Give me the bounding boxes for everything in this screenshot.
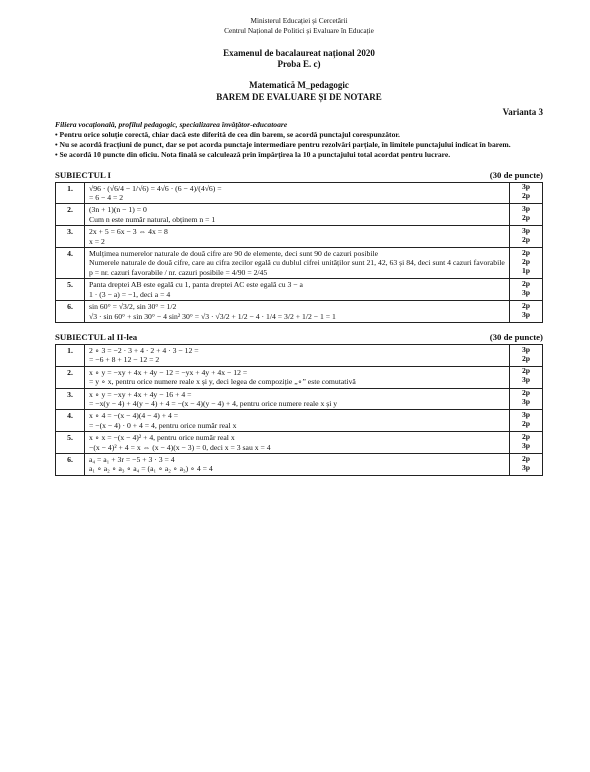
points-value: 2p <box>521 256 531 266</box>
section-title: SUBIECTUL al II-lea <box>55 331 138 342</box>
points-cell <box>510 410 543 432</box>
exam-title: Examenul de bacalaureat național 2020 <box>223 48 375 58</box>
solution-cell <box>85 453 510 475</box>
solution-line: x = 2 <box>89 236 105 246</box>
solution-line: −(x − 4)² + 4 = x ⇔ (x − 4)(x − 3) = 0, deci x = 3 sau x = 4 <box>89 442 271 452</box>
points-cell <box>510 344 543 366</box>
subject-title: Matematică M_pedagogic <box>249 80 349 91</box>
solution-line: p = nr. cazuri favorabile / nr. cazuri posibile = 4/90 = 2/45 <box>89 267 268 277</box>
solution-line: = −(x − 4) · 0 + 4 = 4, pentru orice număr real x <box>89 420 237 430</box>
solution-line: √3 · sin 60° + sin 30° − 4 sin² 30° = √3 · √3/2 + 1/2 − 4 · 1/4 = 3/2 + 1/2 − 1 = 1 <box>89 311 336 321</box>
solution-line: x ∘ 4 = −(x − 4)(4 − 4) + 4 = <box>89 411 179 421</box>
solution-cell <box>85 388 510 410</box>
table-row <box>56 248 543 279</box>
solution-line: Cum n este număr natural, obținem n = 1 <box>89 214 216 224</box>
solution-line: a₁ ∘ a₂ ∘ a₃ ∘ a₄ = (a₁ ∘ a₂ ∘ a₃) ∘ 4 = 4 <box>89 464 213 474</box>
proba-title: Proba E. c) <box>277 59 321 70</box>
points-value: 2p <box>521 213 531 223</box>
solution-line: x ∘ x = −(x − 4)² + 4, pentru orice număr real x <box>89 433 235 443</box>
points-value: 3p <box>521 309 531 319</box>
instructions <box>55 120 543 161</box>
filiera-line: Filiera vocațională, profilul pedagogic, specializarea învățător-educatoare <box>55 119 288 129</box>
solution-line: 2x + 5 = 6x − 3 ⇔ 4x = 8 <box>89 227 168 237</box>
points-value: 3p <box>521 375 531 385</box>
solution-line: (3n + 1)(n − 1) = 0 <box>89 205 147 215</box>
table-row <box>56 410 543 432</box>
item-number: 2. <box>56 204 85 226</box>
barem-title: BAREM DE EVALUARE ȘI DE NOTARE <box>216 91 382 102</box>
solution-line: x ∘ y = −xy + 4x + 4y − 16 + 4 = <box>89 389 192 399</box>
solution-line: Mulțimea numerelor naturale de două cifre are 90 de elemente, deci sunt 90 de cazuri posibile <box>89 249 379 259</box>
points-value: 2p <box>521 300 531 310</box>
table-row <box>56 301 543 323</box>
section-header-1 <box>55 170 543 180</box>
solution-line: x ∘ y = −xy + 4x + 4y − 12 = −yx + 4y + 4x − 12 = <box>89 367 248 377</box>
solution-line: = y ∘ x, pentru orice numere reale x și y, deci legea de compoziție „∘” este comutativă <box>89 377 356 387</box>
grading-table-1 <box>55 182 543 323</box>
points-value: 3p <box>521 182 531 192</box>
points-cell <box>510 453 543 475</box>
item-number: 1. <box>56 344 85 366</box>
institution-header <box>55 16 543 36</box>
points-value: 2p <box>521 234 531 244</box>
points-value: 3p <box>521 409 531 419</box>
solution-cell <box>85 344 510 366</box>
item-number: 6. <box>56 301 85 323</box>
table-row <box>56 432 543 454</box>
solution-cell <box>85 248 510 279</box>
points-cell <box>510 182 543 204</box>
table-row <box>56 388 543 410</box>
points-value: 3p <box>521 204 531 214</box>
solution-line: 2 ∘ 3 = −2 · 3 + 4 · 2 + 4 · 3 − 12 = <box>89 345 199 355</box>
points-cell <box>510 248 543 279</box>
solution-cell <box>85 279 510 301</box>
table-row <box>56 453 543 475</box>
instruction-bullet-3: • Se acordă 10 puncte din oficiu. Nota finală se calculează prin împărțirea la 10 a punctajului total acordat pentru lucrare. <box>55 150 451 160</box>
solution-cell <box>85 204 510 226</box>
solution-line: = 6 − 4 = 2 <box>89 193 124 203</box>
document-titles <box>55 48 543 103</box>
solution-cell <box>85 301 510 323</box>
solution-cell <box>85 182 510 204</box>
points-value: 2p <box>521 366 531 376</box>
points-value: 2p <box>521 247 531 257</box>
ministry-name: Ministerul Educației și Cercetării <box>250 16 348 25</box>
points-value: 3p <box>521 225 531 235</box>
item-number: 5. <box>56 432 85 454</box>
item-number: 1. <box>56 182 85 204</box>
points-value: 1p <box>521 265 531 275</box>
section-header-2 <box>55 332 543 342</box>
solution-line: = −6 + 8 + 12 − 12 = 2 <box>89 355 160 365</box>
item-number: 3. <box>56 226 85 248</box>
points-cell <box>510 279 543 301</box>
center-name: Centrul Național de Politici și Evaluare în Educație <box>224 26 374 35</box>
table-row <box>56 366 543 388</box>
grading-table-2 <box>55 344 543 476</box>
instruction-bullet-2: • Nu se acordă fracțiuni de punct, dar se pot acorda punctaje intermediare pentru rezolvări parțiale, în limitele punctajului indicat în barem. <box>55 140 511 150</box>
points-value: 3p <box>521 462 531 472</box>
points-value: 2p <box>521 418 531 428</box>
item-number: 3. <box>56 388 85 410</box>
solution-cell <box>85 410 510 432</box>
points-cell <box>510 204 543 226</box>
points-cell <box>510 366 543 388</box>
points-value: 2p <box>521 191 531 201</box>
points-value: 2p <box>521 353 531 363</box>
solution-cell <box>85 226 510 248</box>
solution-line: √96 · (√6/4 − 1/√6) = 4√6 · (6 − 4)/(4√6) = <box>89 183 222 193</box>
table-row <box>56 182 543 204</box>
solution-cell <box>85 432 510 454</box>
solution-line: Panta dreptei AB este egală cu 1, panta dreptei AC este egală cu 3 − a <box>89 280 303 290</box>
section-points: (30 de puncte) <box>489 169 543 180</box>
points-value: 3p <box>521 344 531 354</box>
solution-line: 1 · (3 − a) = −1, deci a = 4 <box>89 289 171 299</box>
item-number: 4. <box>56 248 85 279</box>
item-number: 6. <box>56 453 85 475</box>
table-row <box>56 226 543 248</box>
points-value: 2p <box>521 453 531 463</box>
points-value: 3p <box>521 397 531 407</box>
item-number: 2. <box>56 366 85 388</box>
points-value: 3p <box>521 440 531 450</box>
solution-line: Numerele naturale de două cifre, care au cifra zecilor egală cu dublul cifrei unităților sunt 21, 42, 63 și 84, deci sunt 4 cazuri favorabile <box>89 258 505 268</box>
points-cell <box>510 388 543 410</box>
instruction-bullet-1: • Pentru orice soluție corectă, chiar dacă este diferită de cea din barem, se acordă punctajul corespunzător. <box>55 130 400 140</box>
document-page <box>55 16 543 476</box>
item-number: 4. <box>56 410 85 432</box>
points-value: 2p <box>521 388 531 398</box>
solution-line: sin 60° = √3/2, sin 30° = 1/2 <box>89 302 177 312</box>
points-value: 2p <box>521 278 531 288</box>
item-number: 5. <box>56 279 85 301</box>
points-cell <box>510 226 543 248</box>
points-cell <box>510 301 543 323</box>
solution-cell <box>85 366 510 388</box>
solution-line: = −x(y − 4) + 4(y − 4) + 4 = −(x − 4)(y − 4) + 4, pentru orice numere reale x și y <box>89 398 338 408</box>
section-title: SUBIECTUL I <box>55 169 111 180</box>
section-points: (30 de puncte) <box>489 331 543 342</box>
table-row <box>56 279 543 301</box>
points-cell <box>510 432 543 454</box>
points-value: 3p <box>521 287 531 297</box>
table-row <box>56 204 543 226</box>
table-row <box>56 344 543 366</box>
solution-line: a₄ = a₁ + 3r = −5 + 3 · 3 = 4 <box>89 454 175 464</box>
variant-label: Varianta 3 <box>502 106 543 117</box>
points-value: 2p <box>521 431 531 441</box>
